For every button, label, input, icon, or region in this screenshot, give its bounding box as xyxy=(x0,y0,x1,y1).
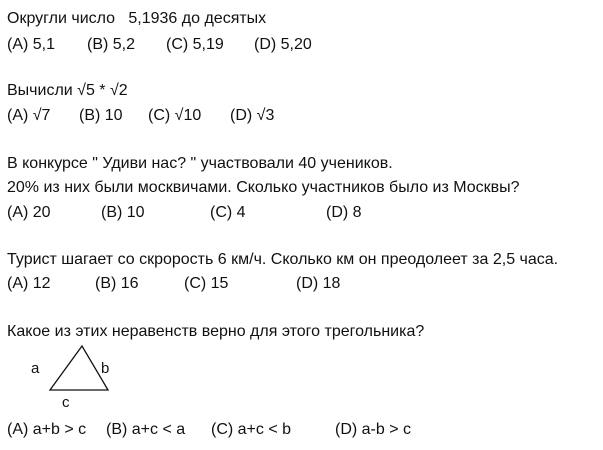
q2-question: Вычисли √5 * √2 xyxy=(7,82,128,99)
q4-option-a: (A) 12 xyxy=(7,275,51,292)
q2-option-a: (A) √7 xyxy=(7,107,51,124)
q4-option-c: (C) 15 xyxy=(184,275,229,292)
q1-option-a: (A) 5,1 xyxy=(7,36,56,53)
q3-question-line2: 20% из них были москвичами. Сколько участников было из Москвы? xyxy=(7,179,520,196)
q3-option-b: (B) 10 xyxy=(101,204,145,221)
q3-option-c: (C) 4 xyxy=(210,204,246,221)
triangle-label-c: c xyxy=(62,394,70,411)
q4-option-b: (B) 16 xyxy=(95,275,139,292)
triangle-label-b: b xyxy=(101,360,110,377)
q2-option-b: (B) 10 xyxy=(79,107,123,124)
q3-option-a: (A) 20 xyxy=(7,204,51,221)
q1-question: Округли число 5,1936 до десятых xyxy=(7,10,267,27)
q5-option-d: (D) a-b > c xyxy=(335,421,412,438)
q2-option-c: (C) √10 xyxy=(148,107,202,124)
q4-question: Турист шагает со скророcть 6 км/ч. Сколько км он преодолеет за 2,5 часа. xyxy=(7,251,559,268)
triangle-label-a: a xyxy=(31,360,40,377)
q3-option-d: (D) 8 xyxy=(326,204,362,221)
q5-option-a: (A) a+b > c xyxy=(7,421,87,438)
q5-option-b: (B) a+c < a xyxy=(106,421,186,438)
triangle-shape xyxy=(50,346,108,390)
q5-option-c: (C) a+c < b xyxy=(211,421,292,438)
q5-question: Какое из этих неравенств верно для этого трегольника? xyxy=(7,323,425,340)
q1-option-d: (D) 5,20 xyxy=(254,36,312,53)
q1-option-b: (B) 5,2 xyxy=(87,36,136,53)
q3-question-line1: В конкурсе " Удиви нас? " участвовали 40 учеников. xyxy=(7,155,393,172)
q1-option-c: (C) 5,19 xyxy=(166,36,224,53)
q4-option-d: (D) 18 xyxy=(296,275,341,292)
q2-option-d: (D) √3 xyxy=(230,107,275,124)
